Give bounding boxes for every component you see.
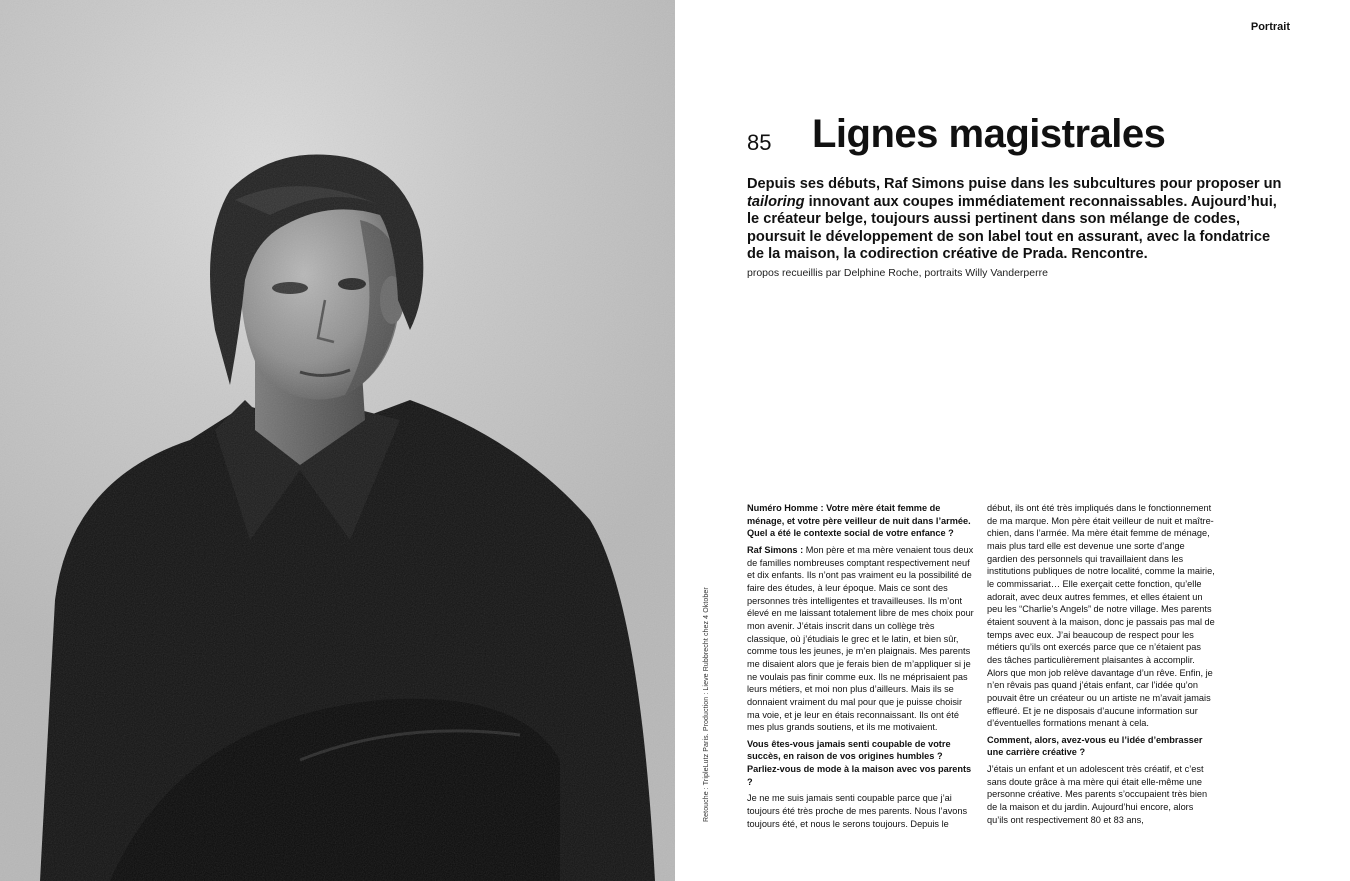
speaker-label: Raf Simons : — [747, 544, 804, 555]
page-number: 85 — [747, 130, 772, 155]
photo-credit: Retouche : TripleLutz Paris. Production : Lieve Rubbrecht chez 4 Oktober — [703, 587, 710, 822]
article-byline: propos recueillis par Delphine Roche, portraits Willy Vanderperre — [747, 267, 1048, 279]
question-1: Numéro Homme : Votre mère était femme de ménage, et votre père veilleur de nuit dans l’armée. Quel a été le contexte social de votre enfance ? — [747, 503, 971, 539]
question-3: Comment, alors, avez-vous eu l’idée d’embrasser une carrière créative ? — [987, 734, 1203, 758]
article-standfirst: Depuis ses débuts, Raf Simons puise dans les subcultures pour proposer un tailoring innovant aux coupes immédiatement reconnaissables. Aujourd’hui, le créateur belge, toujours aussi pertinent dans son mélange de codes, poursuit le développement de son label tout en assurant, avec la fondatrice de la maison, la codirection créative de Prada. Rencontre. — [747, 176, 1282, 263]
answer-2: Je ne me suis jamais senti coupable parce que j’ai toujours été très proche de mes parents. Nous l’avons toujours été, et nous le serons toujours. Depuis le — [747, 793, 968, 829]
article-column-2 — [987, 502, 1215, 830]
article-column-1 — [747, 502, 975, 834]
article-title: Lignes magistrales — [812, 112, 1166, 156]
answer-3: J’étais un enfant et un adolescent très créatif, et c’est sans doute grâce à ma mère qui était elle-même une personne créative. Mes parents s’occupaient très bien de la maison et du jardin. Aujourd’hui encore, alors qu’ils ont respectivement 80 et 83 ans, — [987, 764, 1208, 825]
emphasis-word: tailoring — [747, 193, 805, 210]
question-2: Vous êtes-vous jamais senti coupable de votre succès, en raison de vos origines humbles ? Parliez-vous de mode à la maison avec vos parents ? — [747, 738, 972, 787]
answer-1: Raf Simons : Mon père et ma mère venaient tous deux de familles nombreuses comptant respectivement neuf et dix enfants. Ils n’ont pas vraiment eu la possibilité de faire des études, à leur époque. Mais ce sont des personnes très intelligentes et travailleuses. Ils m’ont élevé en me laissant totalement libre de mes choix pour mon avenir. J’étais inscrit dans un collège très classique, où j’étudiais le grec et le latin, et bien sûr, comme tous les jeunes, je m’en plaignais. Mes parents me disaient alors que je ferais bien de m’appliquer si je ne voulais pas finir comme eux. Ils ne méprisaient pas leurs métiers, et moi non plus d’ailleurs. Mais ils se donnaient vraiment du mal pour que je puisse choisir ma voie, et je leur en étais reconnaissant. Ils ont été mes plus grands soutiens, et ils me motivaient. — [747, 544, 974, 733]
section-label: Portrait — [1250, 21, 1290, 33]
answer-2-continued: début, ils ont été très impliqués dans le fonctionnement de ma marque. Mon père était veilleur de nuit et maître-chien, dans l’armée. Ma mère était femme de ménage, mais plus tard elle est devenue une sorte d’ange gardien des personnels qui travaillaient dans les institutions publiques de notre localité, comme la mairie, le commissariat… Elle exerçait cette fonction, qu’elle adorait, avec deux autres femmes, et elles étaient un peu les “Charlie’s Angels” de notre village. Mes parents étaient souvent à la maison, donc je passais pas mal de temps avec eux. J’ai beaucoup de respect pour les métiers qu’ils ont exercés parce que ce n’étaient pas des tâches particulièrement plaisantes à accomplir. Alors que mon job relève davantage d’un rêve. Enfin, je n’en rêvais pas quand j’étais enfant, car l’idée qu’on pouvait être un créateur ou un artiste ne m’avait jamais effleuré. Et je ne disposais d’aucune information sur d’éventuelles formations menant à cela. — [987, 503, 1215, 729]
